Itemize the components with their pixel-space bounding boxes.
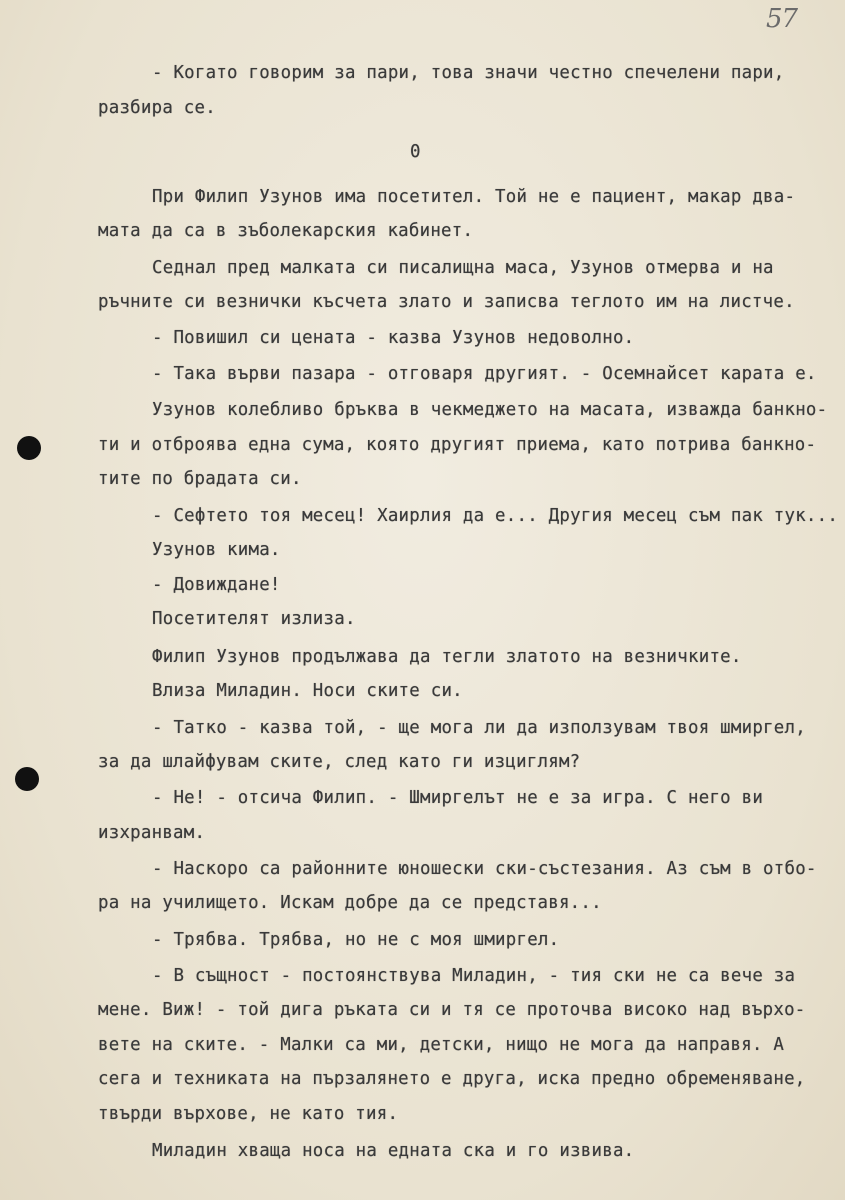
punch-hole-top [17,436,41,460]
text-line: - Сефтето тоя месец! Хаирлия да е... Другия месец съм пак тук... [152,506,839,526]
text-line: - Трябва. Трябва, но не с моя шмиргел. [152,930,560,950]
text-line: Узунов колебливо бръква в чекмеджето на масата, изважда банкно- [152,400,828,420]
text-line: ти и отброява една сума, която другият приема, като потрива банкно- [98,435,817,455]
text-line: ръчните си везнички късчета злато и записва теглото им на листче. [98,292,795,312]
text-line: - Така върви пазара - отговаря другият. - Осемнайсет карата е. [152,364,817,384]
text-line: При Филип Узунов има посетител. Той не е пациент, макар два- [152,187,796,207]
text-line: Миладин хваща носа на едната ска и го извива. [152,1141,635,1161]
punch-hole-bottom [15,767,39,791]
page-number: 57 [766,4,798,34]
text-line: - Наскоро са районните юношески ски-състезания. Аз съм в отбо- [152,859,817,879]
text-line: за да шлайфувам ските, след като ги изциглям? [98,752,581,772]
text-line: - В същност - постоянствува Миладин, - тия ски не са вече за [152,966,796,986]
text-line: тите по брадата си. [98,469,302,489]
text-line: - Повишил си цената - казва Узунов недоволно. [152,328,635,348]
section-marker: 0 [410,142,421,162]
text-line: - Когато говорим за пари, това значи честно спечелени пари, [152,63,785,83]
text-line: твърди върхове, не като тия. [98,1104,399,1124]
text-line: Узунов кима. [152,540,281,560]
text-line: Седнал пред малката си писалищна маса, Узунов отмерва и на [152,258,774,278]
text-line: Посетителят излиза. [152,609,356,629]
text-line: вете на ските. - Малки са ми, детски, нищо не мога да направя. А [98,1035,785,1055]
text-line: сега и техниката на пързалянето е друга, иска предно обременяване, [98,1069,806,1089]
text-line: ра на училището. Искам добре да се представя... [98,893,602,913]
text-line: - Довиждане! [152,575,281,595]
text-line: изхранвам. [98,823,206,843]
text-line: Влиза Миладин. Носи ските си. [152,681,463,701]
text-line: мата да са в зъболекарския кабинет. [98,221,474,241]
text-line: разбира се. [98,98,216,118]
text-line: - Татко - казва той, - ще мога ли да използувам твоя шмиргел, [152,718,806,738]
text-line: - Не! - отсича Филип. - Шмиргелът не е за игра. С него ви [152,788,764,808]
text-line: мене. Виж! - той дига ръката си и тя се проточва високо над върхо- [98,1000,806,1020]
text-line: Филип Узунов продължава да тегли златото на везничките. [152,647,742,667]
